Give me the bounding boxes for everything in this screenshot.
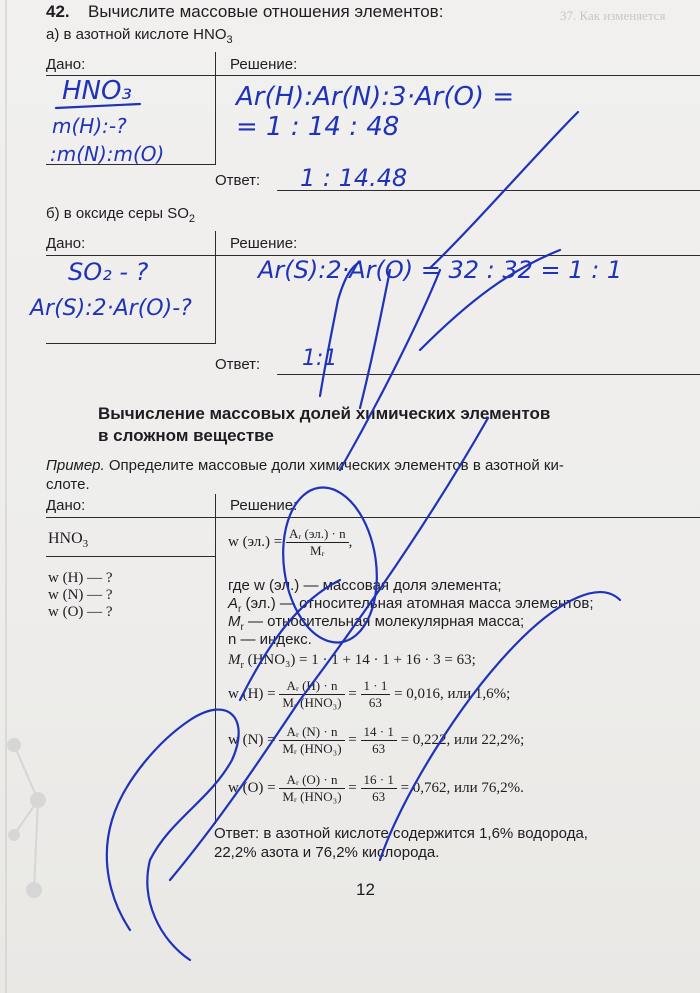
example-header-rule [46,517,700,518]
page-number: 12 [356,880,375,899]
hand-answer-b: 1:1 [302,346,338,371]
part-b-answer-label: Ответ: [215,356,261,373]
section-title-line-2: в сложном веществе [98,426,274,445]
example-given-underline [46,556,216,557]
part-b-given-underline [46,343,216,344]
part-a-solution-header: Решение: [230,56,298,73]
task-title: Вычислите массовые отношения элементов: [88,2,444,21]
part-a-header-rule [46,75,700,76]
hand-given-a-2: m(H):-? [52,114,127,138]
definition-line-1: где w (эл.) — массовая доля элемента; [228,577,502,594]
formula-wN: w (N) = $\frac{\text{Aᵣ (N) · n}}{\text{Mᵣ (HNO₃)}}$ = $\frac{14 \cdot 1}{63}$ = 0,222, или 22,2%; [228,724,525,756]
example-given-wN: w (N) — ? [48,587,113,603]
definition-line-2: $A_r$ (эл.) — относительная атомная масса элементов; [228,595,594,615]
hand-given-a-1: HNO₃ [62,76,132,106]
formula-wO: w (O) = $\frac{\text{Aᵣ (O) · n}}{\text{Mᵣ (HNO₃)}}$ = $\frac{16 \cdot 1}{63}$ = 0,762, или 76,2%. [228,772,524,804]
formula-wH: w (H) = $\frac{\text{Aᵣ (H) · n}}{\text{Mᵣ (HNO₃)}}$ = $\frac{1 \cdot 1}{63}$ = 0,016, или 1,6%; [228,678,511,710]
bleed-through-text: 37. Как изменяется [560,8,666,23]
example-solution-header: Решение: [230,497,298,514]
hand-given-b-1: SO₂ - ? [68,258,149,286]
hand-given-a-3: :m(N):m(O) [50,142,165,166]
example-lead: Пример. [46,457,105,474]
example-given-header: Дано: [46,497,86,514]
part-b-answer-line [277,374,700,375]
part-b-divider [215,231,216,343]
part-a-given-header: Дано: [46,56,86,73]
molecule-decoration [8,739,45,897]
definition-line-3: $M_r$ — относительная молекулярная масса; [228,613,525,633]
hand-given-b-2: Ar(S):2·Ar(O)-? [30,296,192,321]
part-b-solution-header: Решение: [230,235,298,252]
hand-solution-a-1: Ar(H):Ar(N):3·Ar(O) = [236,82,515,112]
hand-solution-a-2: = 1 : 14 : 48 [236,112,400,142]
example-answer-line-2: 22,2% азота и 76,2% кислорода. [214,844,440,861]
example-answer-line-1: Ответ: в азотной кислоте содержится 1,6% водорода, [214,825,588,842]
curl-stroke-2 [147,860,190,960]
part-a-label: а) в азотной кислоте $HNO_3$ [46,26,233,46]
example-text-line-1: Пример. Определите массовые доли химических элементов в азотной ки- [46,457,564,474]
part-a-divider [215,52,216,164]
section-title-line-1: Вычисление массовых долей химических элементов [98,404,551,423]
hand-answer-a: 1 : 14.48 [300,164,408,192]
k-stroke-1 [340,270,440,470]
example-given-wO: w (O) — ? [48,604,113,620]
example-given-wH: w (H) — ? [48,570,113,586]
hand-solution-b-1: Ar(S):2·Ar(O) = 32 : 32 = 1 : 1 [258,256,623,284]
example-divider [215,494,216,824]
example-given-formula: $HNO_3$ [48,530,89,551]
mr-calculation: $M_r$ (HNO₃) = 1 · 1 + 14 · 1 + 16 · 3 = 63; [228,652,476,671]
example-text-line-2: слоте. [46,476,90,493]
task-number: 42. [46,2,70,21]
part-a-answer-label: Ответ: [215,172,261,189]
formula-general: w (эл.) = $\frac{\text{Aᵣ (эл.) · n}}{\text{Mᵣ}}$ , [228,526,353,558]
vertical-stroke-2 [360,270,390,408]
diagonal-stroke-2 [170,418,488,880]
part-b-given-header: Дано: [46,235,86,252]
curl-stroke-1 [107,710,239,930]
definition-line-4: n — индекс. [228,631,312,648]
part-b-label: б) в оксиде серы $SO_2$ [46,205,196,225]
